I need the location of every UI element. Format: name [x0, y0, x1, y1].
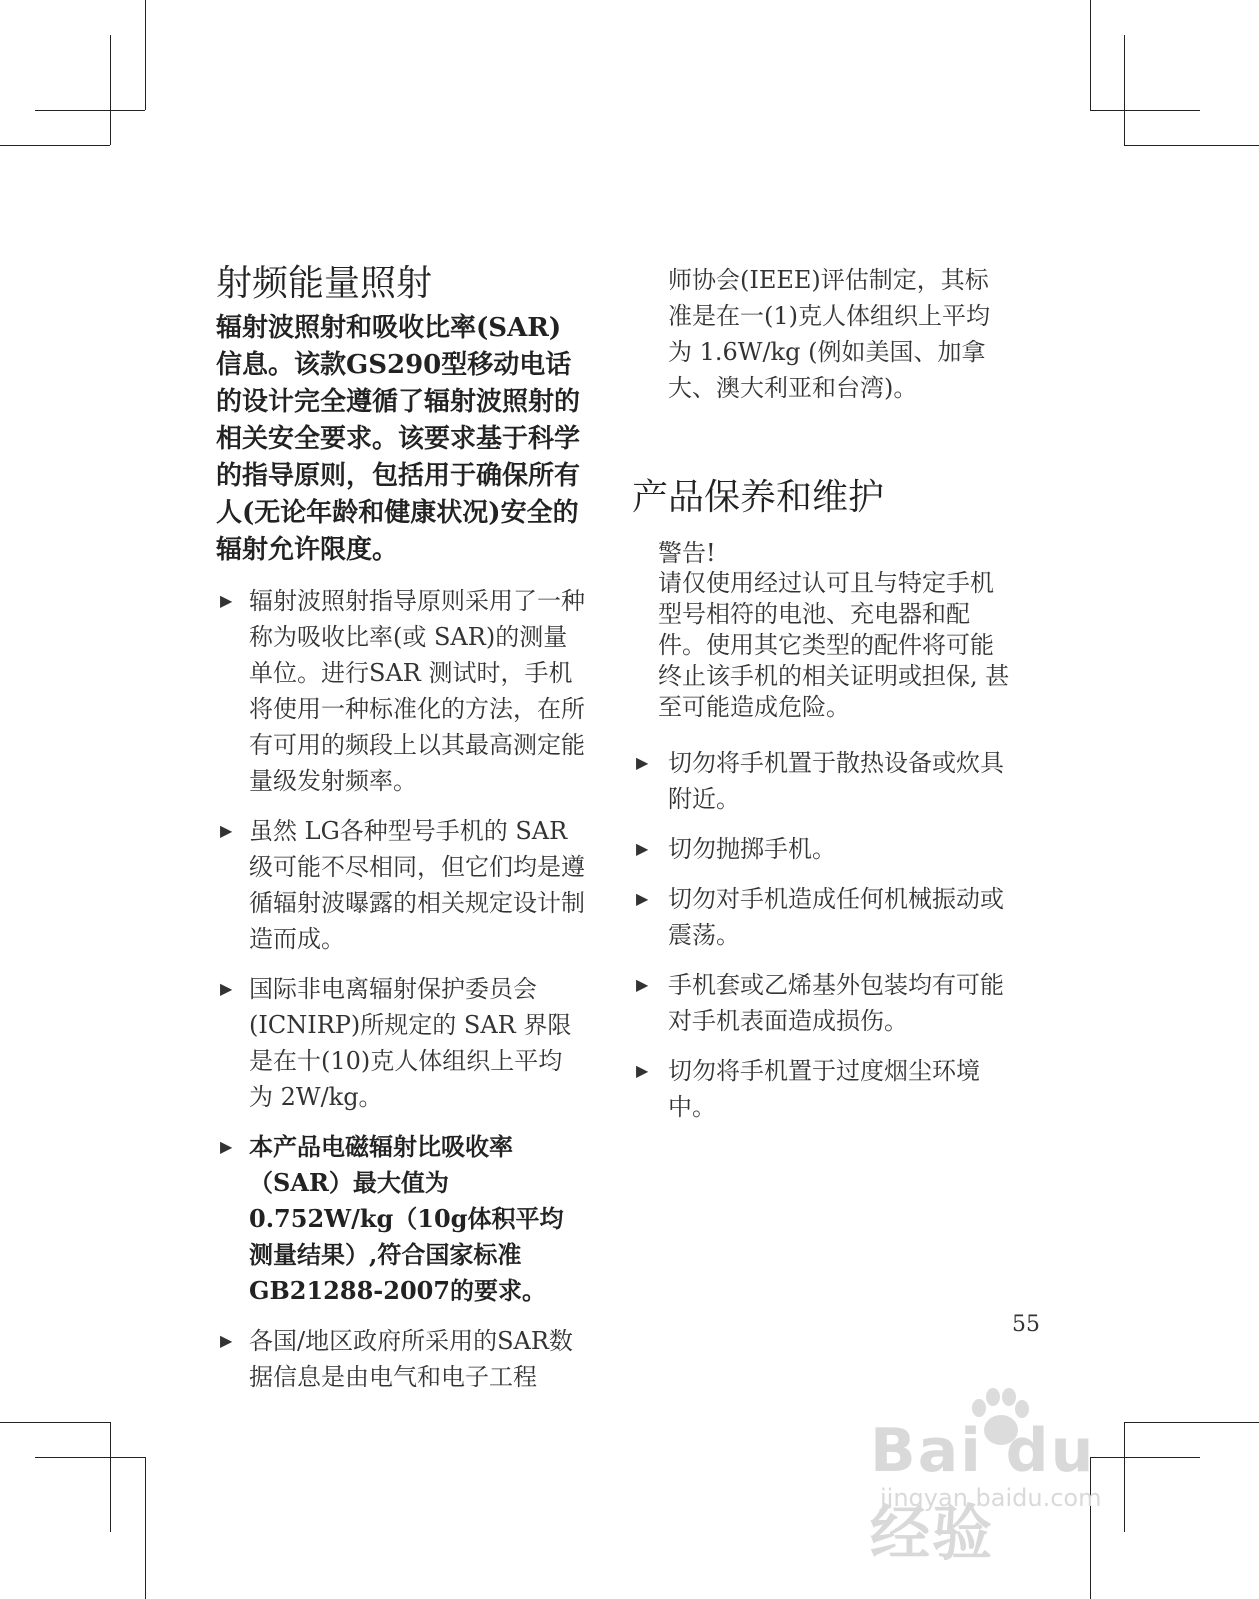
crop-mark — [145, 0, 146, 110]
page-number: 55 — [1012, 1312, 1040, 1337]
section-heading-care: 产品保养和维护 — [632, 477, 885, 518]
list-item: ▶ 本产品电磁辐射比吸收率（SAR）最大值为0.752W/kg（10g体积平均测量结果）,符合国家标准GB21288-2007的要求。 — [216, 1129, 586, 1309]
list-item: ▶ 国际非电离辐射保护委员会(ICNIRP)所规定的 SAR 界限是在十(10)克人体组织上平均为 2W/kg。 — [216, 971, 586, 1115]
bullet-arrow-icon: ▶ — [220, 1137, 233, 1156]
bullet-arrow-icon: ▶ — [220, 821, 233, 840]
list-item: ▶ 手机套或乙烯基外包装均有可能对手机表面造成损伤。 — [632, 967, 1012, 1039]
continued-paragraph: 师协会(IEEE)评估制定，其标准是在一(1)克人体组织上平均为 1.6W/kg (例如美国、加拿大、澳大利亚和台湾)。 — [668, 266, 990, 402]
baidu-watermark — [870, 1388, 1170, 1569]
sar-intro-paragraph: 辐射波照射和吸收比率(SAR)信息。该款GS290型移动电话的设计完全遵循了辐射波照射的相关安全要求。该要求基于科学的指导原则，包括用于确保所有人(无论年龄和健康状况)安全的辐射允许限度。 — [216, 313, 581, 565]
bullet-arrow-icon: ▶ — [220, 591, 233, 610]
crop-mark — [1124, 35, 1125, 145]
bullet-arrow-icon: ▶ — [636, 975, 649, 994]
crop-mark — [35, 1457, 145, 1458]
list-item: ▶ 虽然 LG各种型号手机的 SAR级可能不尽相同，但它们均是遵循辐射波曝露的相关规定设计制造而成。 — [216, 813, 586, 957]
bullet-arrow-icon: ▶ — [220, 1331, 233, 1350]
bullet-arrow-icon: ▶ — [636, 1061, 649, 1080]
crop-mark — [110, 35, 111, 145]
crop-mark — [35, 110, 145, 111]
warning-title: 警告! — [658, 539, 716, 567]
right-column — [632, 262, 1012, 1139]
bullet-arrow-icon: ▶ — [636, 753, 649, 772]
list-item: ▶ 切勿抛掷手机。 — [632, 831, 1012, 867]
crop-mark — [1090, 0, 1091, 110]
crop-mark — [145, 1457, 146, 1599]
crop-mark — [1124, 145, 1259, 146]
care-list — [632, 745, 1012, 1125]
crop-mark — [0, 1422, 110, 1423]
left-column — [216, 262, 586, 1409]
watermark-url: jingyan.baidu.com — [880, 1484, 1102, 1512]
watermark-brand: Bai du 经验 — [870, 1416, 1096, 1569]
list-item: ▶ 切勿对手机造成任何机械振动或震荡。 — [632, 881, 1012, 953]
crop-mark — [110, 1422, 111, 1532]
list-item: ▶ 辐射波照射指导原则采用了一种称为吸收比率(或 SAR)的测量单位。进行SAR 测试时，手机将使用一种标准化的方法，在所有可用的频段上以其最高测定能量级发射频率。 — [216, 583, 586, 799]
list-item: ▶ 各国/地区政府所采用的SAR数据信息是由电气和电子工程 — [216, 1323, 586, 1395]
list-item: ▶ 切勿将手机置于过度烟尘环境中。 — [632, 1053, 1012, 1125]
list-item: ▶ 切勿将手机置于散热设备或炊具附近。 — [632, 745, 1012, 817]
section-heading-rf: 射频能量照射 — [216, 263, 433, 304]
crop-mark — [1090, 110, 1200, 111]
bullet-arrow-icon: ▶ — [220, 979, 233, 998]
sar-list — [216, 583, 586, 1395]
warning-body: 请仅使用经过认可且与特定手机型号相符的电池、充电器和配件。使用其它类型的配件将可能终止该手机的相关证明或担保, 甚至可能造成危险。 — [658, 569, 1010, 721]
bullet-arrow-icon: ▶ — [636, 839, 649, 858]
crop-mark — [0, 145, 110, 146]
bullet-arrow-icon: ▶ — [636, 889, 649, 908]
